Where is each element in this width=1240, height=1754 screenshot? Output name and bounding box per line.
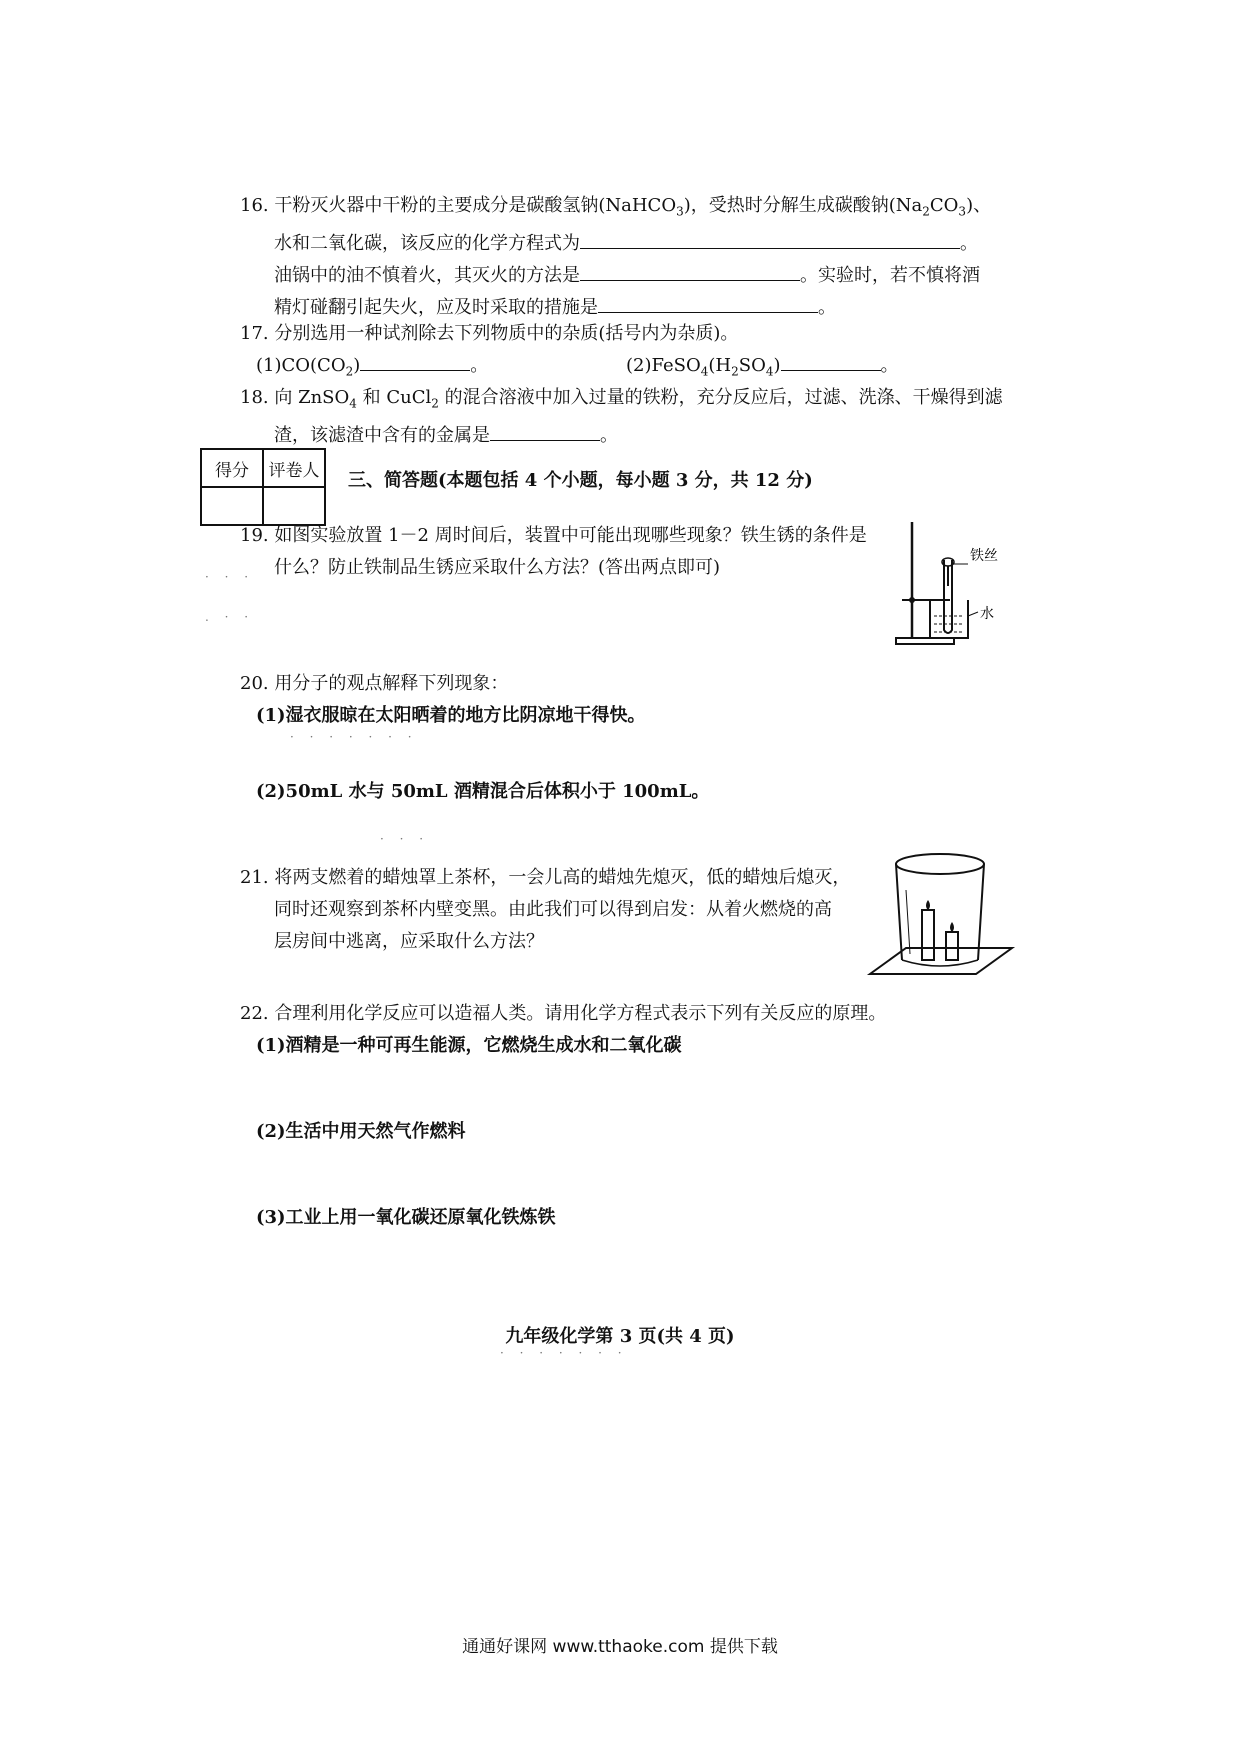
q16-line2: 水和二氧化碳，该反应的化学方程式为 。	[240, 228, 1010, 260]
iron-wire-label: 铁丝	[970, 548, 998, 564]
source-footer: 通通好课网 www.tthaoke.com 提供下载	[462, 1637, 778, 1657]
q16-line3: 油锅中的油不慎着火，其灭火的方法是 。实验时，若不慎将酒	[240, 260, 1010, 292]
answer-blank-oil-fire[interactable]	[580, 262, 800, 281]
question-20	[240, 668, 1010, 732]
water-label: 水	[980, 606, 994, 622]
q16-line4: 精灯碰翻引起失火，应及时采取的措施是 。	[240, 292, 1010, 324]
q17-parts	[240, 350, 1010, 382]
scan-noise: · · · · · · ·	[500, 1346, 628, 1360]
q17-part-b: $(2)FeSO_4(H_2SO_4)$ 。	[626, 350, 899, 388]
q17-line1: 17. 分别选用一种试剂除去下列物质中的杂质(括号内为杂质)。	[240, 323, 739, 344]
answer-blank-equation[interactable]	[580, 230, 960, 249]
q21-line2: 同时还观察到茶杯内壁变黑。由此我们可以得到启发：从着火燃烧的高	[274, 899, 832, 920]
q16-line1: 16. 干粉灭火器中干粉的主要成分是碳酸氢钠(NaHCO$_3$)，受热时分解生成碳酸钠$(Na_2CO_3)$、	[240, 195, 992, 219]
candle-cup-figure	[866, 850, 1016, 980]
q20-part-b: (2)50mL 水与 50mL 酒精混合后体积小于 100mL。	[256, 781, 710, 802]
question-17	[240, 318, 1010, 382]
section-title: 三、简答题(本题包括 4 个小题，每小题 3 分，共 12 分)	[348, 470, 813, 491]
q18-line1: 18. 向 ZnSO$_4$ 和 CuCl$_2$ 的混合溶液中加入过量的铁粉，充分反应后，过滤、洗涤、干燥得到滤	[240, 387, 1003, 411]
answer-blank-18[interactable]	[490, 422, 600, 441]
q19-line1: 19. 如图实验放置 1－2 周时间后，装置中可能出现哪些现象？铁生锈的条件是	[240, 525, 867, 546]
q18-line2: 渣，该滤渣中含有的金属是 。	[240, 420, 1010, 452]
q22-part-c: (3)工业上用一氧化碳还原氧化铁炼铁	[256, 1207, 556, 1228]
q21-line3: 层房间中逃离，应采取什么方法？	[274, 931, 544, 952]
question-21	[240, 862, 880, 958]
score-header: 得分	[201, 449, 263, 487]
q20-part-a: (1)湿衣服晾在太阳晒着的地方比阴凉地干得快。	[256, 705, 646, 726]
q22-part-a: (1)酒精是一种可再生能源，它燃烧生成水和二氧化碳	[256, 1035, 682, 1056]
q19-line2: 什么？防止铁制品生锈应采取什么方法？(答出两点即可)	[274, 557, 721, 578]
answer-blank-17-1[interactable]	[360, 352, 470, 371]
scan-noise: · · ·	[205, 570, 255, 584]
q21-line1: 21. 将两支燃着的蜡烛罩上茶杯，一会儿高的蜡烛先熄灭，低的蜡烛后熄灭，	[240, 867, 851, 888]
page-footer: 九年级化学第 3 页(共 4 页)	[505, 1326, 735, 1347]
iron-rust-apparatus-figure	[890, 520, 1020, 655]
answer-blank-17-2[interactable]	[781, 352, 881, 371]
answer-blank-lamp-fire[interactable]	[598, 294, 818, 313]
grader-header: 评卷人	[263, 449, 325, 487]
question-19	[240, 520, 900, 584]
question-22	[240, 998, 1010, 1062]
q22-part-b: (2)生活中用天然气作燃料	[256, 1121, 466, 1142]
scan-noise: · · · · · · ·	[290, 730, 418, 744]
q20-line1: 20. 用分子的观点解释下列现象：	[240, 673, 509, 694]
q17-part-a: $(1)CO(CO_2)$ 。	[256, 350, 488, 388]
question-18	[240, 382, 1010, 452]
score-box	[200, 448, 326, 526]
question-16	[240, 190, 1010, 324]
scan-noise: · · ·	[380, 832, 430, 846]
scan-noise: . · ·	[205, 610, 255, 624]
q22-line1: 22. 合理利用化学反应可以造福人类。请用化学方程式表示下列有关反应的原理。	[240, 1003, 887, 1024]
